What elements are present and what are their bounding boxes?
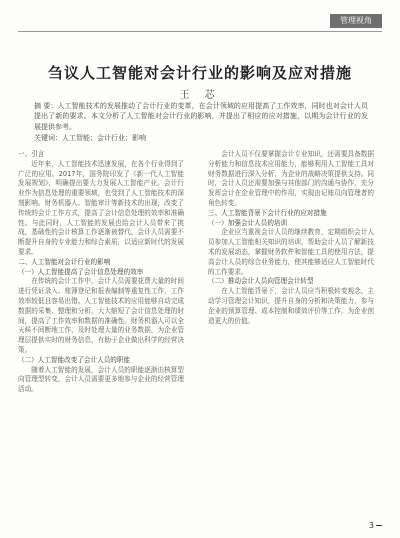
article-abstract: 摘 要：人工智能技术的发展推动了会计行业的变革，在会计领域的应用提高了工作效率，同时也对会计人员提出了新的要求。本文分析了人工智能对会计行业的影响，并提出了相应的应对措施，以期为会计行业的发展提供参考。	[34, 102, 368, 131]
body-column-left	[18, 150, 184, 395]
body-paragraph: 在传统的会计工作中，会计人员需要花费大量的时间进行凭证录入、账簿登记和报表编制等重复性工作，工作效率较低且容易出错。人工智能技术的应用能够自动完成数据的采集、整理和分析，大大缩短了会计信息处理的时间，提高了工作效率和数据的准确性。财务机器人可以全天候不间断地工作，及时处理大量的业务数据，为企业管理层提供实时的财务信息，有助于企业做出科学的经营决策。	[18, 277, 184, 354]
body-paragraph: 近年来，人工智能技术迅速发展，在各个行业得到了广泛的应用。2017年，国务院印发了《新一代人工智能发展规划》，明确提出要大力发展人工智能产业。会计行业作为信息处理的重要领域，也受到了人工智能技术的深刻影响。财务机器人、智能审计等新技术的出现，改变了传统的会计工作方式，提高了会计信息处理的效率和准确性。与此同时，人工智能的发展也给会计人员带来了挑战，基础性的会计核算工作逐渐被替代，会计人员需要不断提升自身的专业能力和综合素质，以适应新时代的发展要求。	[18, 159, 184, 256]
section-tag: 管理视角	[330, 14, 382, 28]
body-paragraph: 会计人员不仅要掌握会计专业知识，还需要具备数据分析能力和信息技术应用能力，能够利用人工智能工具对财务数据进行深入分析，为企业的战略决策提供支持。同时，会计人员还需要加强与其他部门的沟通与协作，充分发挥会计在企业管理中的作用，实现由记账员向管理者的角色转变。	[208, 150, 374, 207]
body-column-right	[208, 150, 374, 326]
section-heading: 二、人工智能对会计行业的影响	[18, 257, 111, 266]
body-paragraph: 企业应当重视会计人员的继续教育，定期组织会计人员参加人工智能相关知识的培训，帮助会计人员了解新技术的发展动态，掌握财务软件和智能工具的使用方法，提高会计人员的综合业务能力，使其能够适应人工智能时代的工作要求。	[208, 228, 374, 276]
section-heading: （一）人工智能提高了会计信息处理的效率	[18, 267, 144, 276]
article-title: 刍议人工智能对会计行业的影响及应对措施	[47, 64, 352, 82]
header-rule	[18, 31, 382, 32]
section-heading: （一）加强会计人员的培训	[208, 218, 288, 227]
body-paragraph: 随着人工智能的发展，会计人员的职能逐渐由核算型向管理型转变，会计人员需要更多地参与企业的经营管理活动。	[18, 365, 184, 394]
section-heading: （二）人工智能改变了会计人员的职能	[18, 355, 131, 364]
section-heading: （二）推动会计人员向管理会计转型	[208, 277, 314, 286]
section-heading: 三、人工智能背景下会计行业的应对措施	[208, 208, 327, 217]
section-heading: 一、引言	[18, 150, 45, 158]
page-number: 3	[368, 521, 374, 530]
article-keywords: 关键词：人工智能；会计行业；影响	[34, 134, 146, 142]
article-author: 王 芯	[179, 90, 221, 101]
body-paragraph: 在人工智能背景下，会计人员应当积极转变观念，主动学习管理会计知识，提升自身的分析和决策能力，参与企业的预算管理、成本控制和绩效评价等工作，为企业创造更大的价值。	[208, 287, 374, 325]
page-number-mark	[376, 525, 382, 526]
